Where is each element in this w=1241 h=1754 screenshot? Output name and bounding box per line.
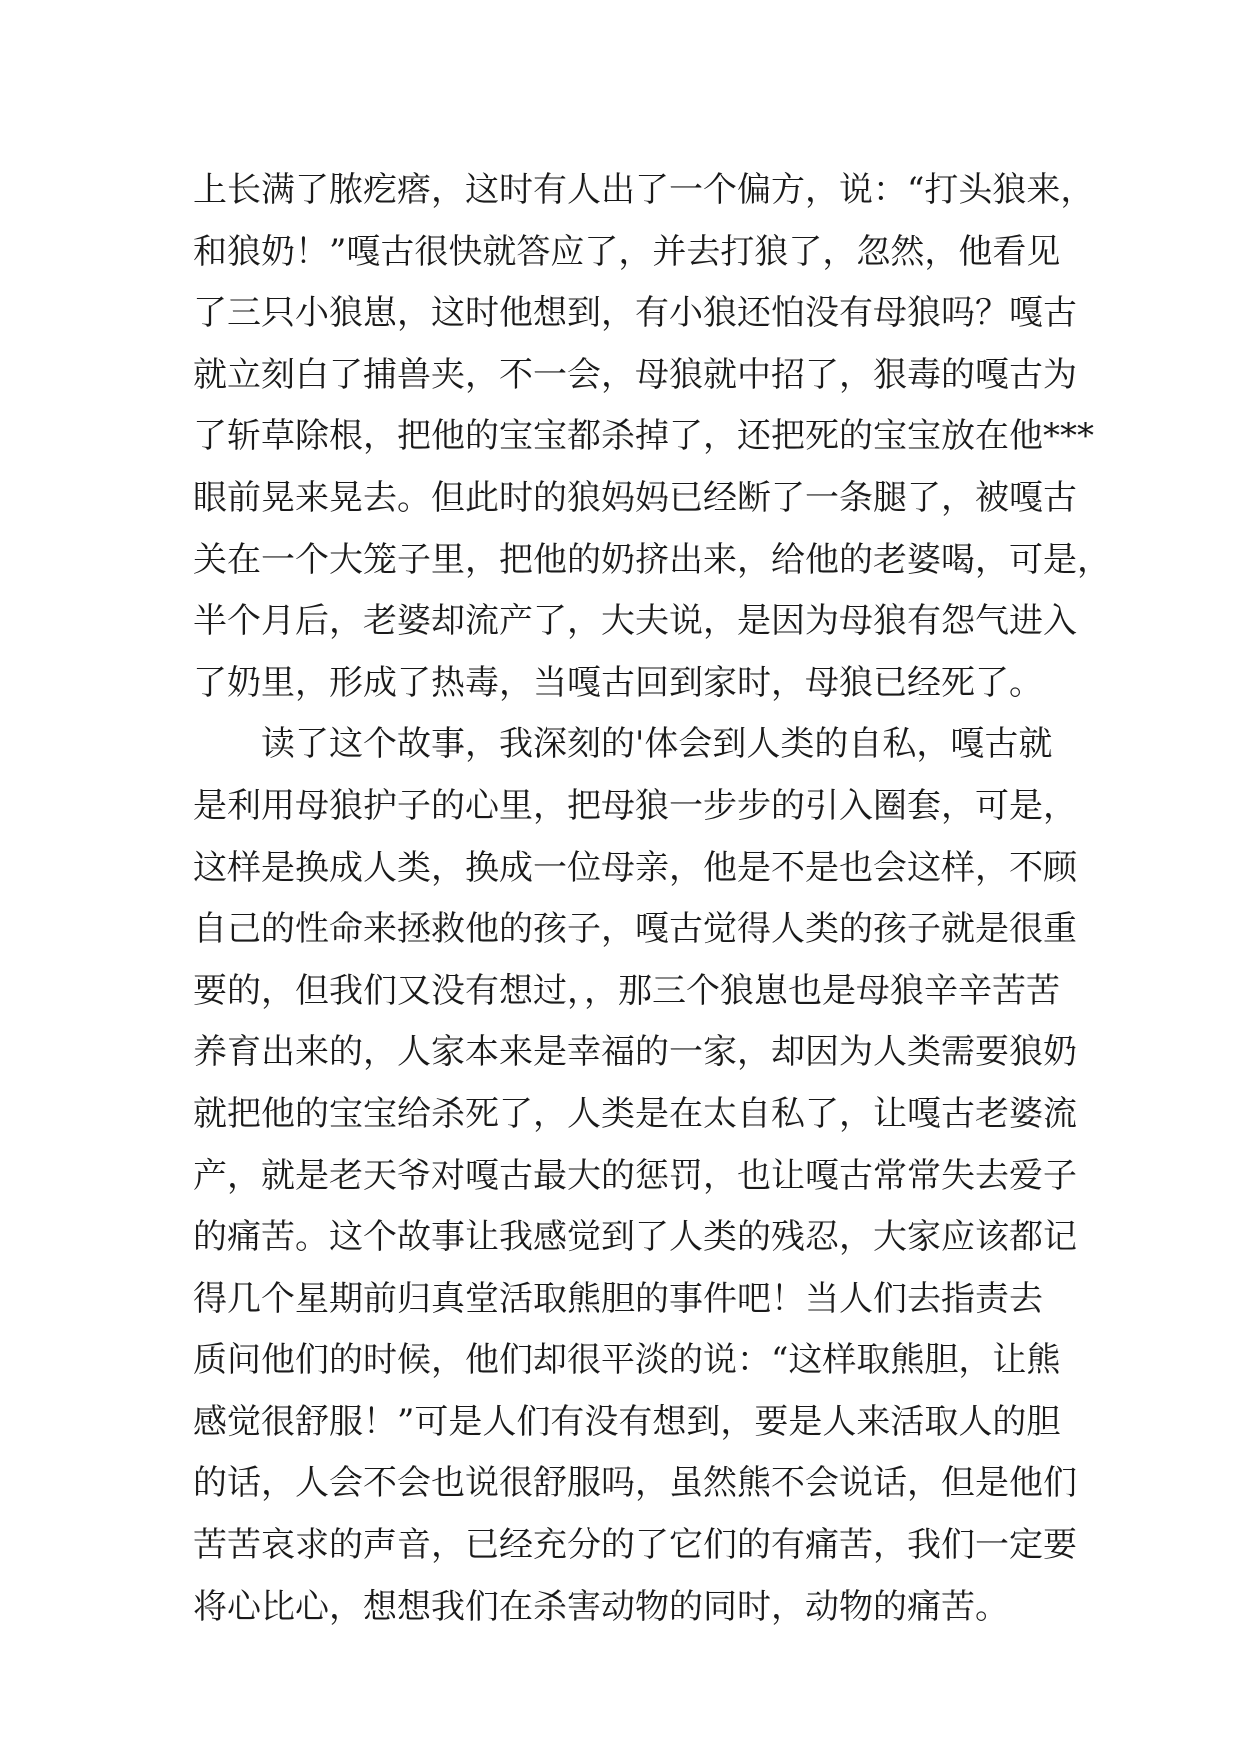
text-line: 半个月后，老婆却流产了，大夫说，是因为母狼有怨气进入 bbox=[193, 601, 1077, 642]
paragraph-1 bbox=[193, 160, 1111, 714]
text-line: 了斩草除根，把他的宝宝都杀掉了，还把死的宝宝放在他*** bbox=[193, 416, 1094, 457]
text-line: 就把他的宝宝给杀死了，人类是在太自私了，让嘎古老婆流 bbox=[193, 1093, 1077, 1134]
text-line: 的话，人会不会也说很舒服吗，虽然熊不会说话，但是他们 bbox=[193, 1463, 1077, 1504]
text-line: 感觉很舒服！”可是人们有没有想到，要是人来活取人的胆 bbox=[193, 1401, 1061, 1442]
text-line: 是利用母狼护子的心里，把母狼一步步的引入圈套，可是， bbox=[193, 785, 1077, 826]
text-line: 自己的性命来拯救他的孩子，嘎古觉得人类的孩子就是很重 bbox=[193, 909, 1077, 950]
text-line: 了三只小狼崽，这时他想到，有小狼还怕没有母狼吗？嘎古 bbox=[193, 293, 1077, 334]
text-line: 和狼奶！”嘎古很快就答应了，并去打狼了，忽然，他看见 bbox=[193, 231, 1061, 272]
text-line: 的痛苦。这个故事让我感觉到了人类的残忍，大家应该都记 bbox=[193, 1217, 1077, 1258]
text-line: 将心比心，想想我们在杀害动物的同时，动物的痛苦。 bbox=[193, 1586, 1009, 1627]
text-line: 要的，但我们又没有想过，，那三个狼崽也是母狼辛辛苦苦 bbox=[193, 970, 1060, 1011]
text-line: 就立刻白了捕兽夹，不一会，母狼就中招了，狠毒的嘎古为 bbox=[193, 354, 1077, 395]
text-line: 了奶里，形成了热毒，当嘎古回到家时，母狼已经死了。 bbox=[193, 662, 1043, 703]
text-line: 眼前晃来晃去。但此时的狼妈妈已经断了一条腿了，被嘎古 bbox=[193, 477, 1077, 518]
essay-body bbox=[193, 160, 1111, 1638]
text-line: 养育出来的，人家本来是幸福的一家，却因为人类需要狼奶 bbox=[193, 1032, 1077, 1073]
paragraph-2 bbox=[193, 714, 1077, 1638]
text-line: 质问他们的时候，他们却很平淡的说：“这样取熊胆，让熊 bbox=[193, 1340, 1061, 1381]
text-line: 这样是换成人类，换成一位母亲，他是不是也会这样，不顾 bbox=[193, 847, 1077, 888]
text-line: 关在一个大笼子里，把他的奶挤出来，给他的老婆喝，可是， bbox=[193, 539, 1111, 580]
text-line: 产，就是老天爷对嘎古最大的惩罚，也让嘎古常常失去爱子 bbox=[193, 1155, 1077, 1196]
text-line: 读了这个故事，我深刻的'体会到人类的自私，嘎古就 bbox=[261, 724, 1053, 765]
text-line: 苦苦哀求的声音，已经充分的了它们的有痛苦，我们一定要 bbox=[193, 1525, 1077, 1566]
text-line: 上长满了脓疙瘩，这时有人出了一个偏方，说：“打头狼来， bbox=[193, 170, 1095, 210]
text-line: 得几个星期前归真堂活取熊胆的事件吧！当人们去指责去 bbox=[193, 1278, 1043, 1319]
